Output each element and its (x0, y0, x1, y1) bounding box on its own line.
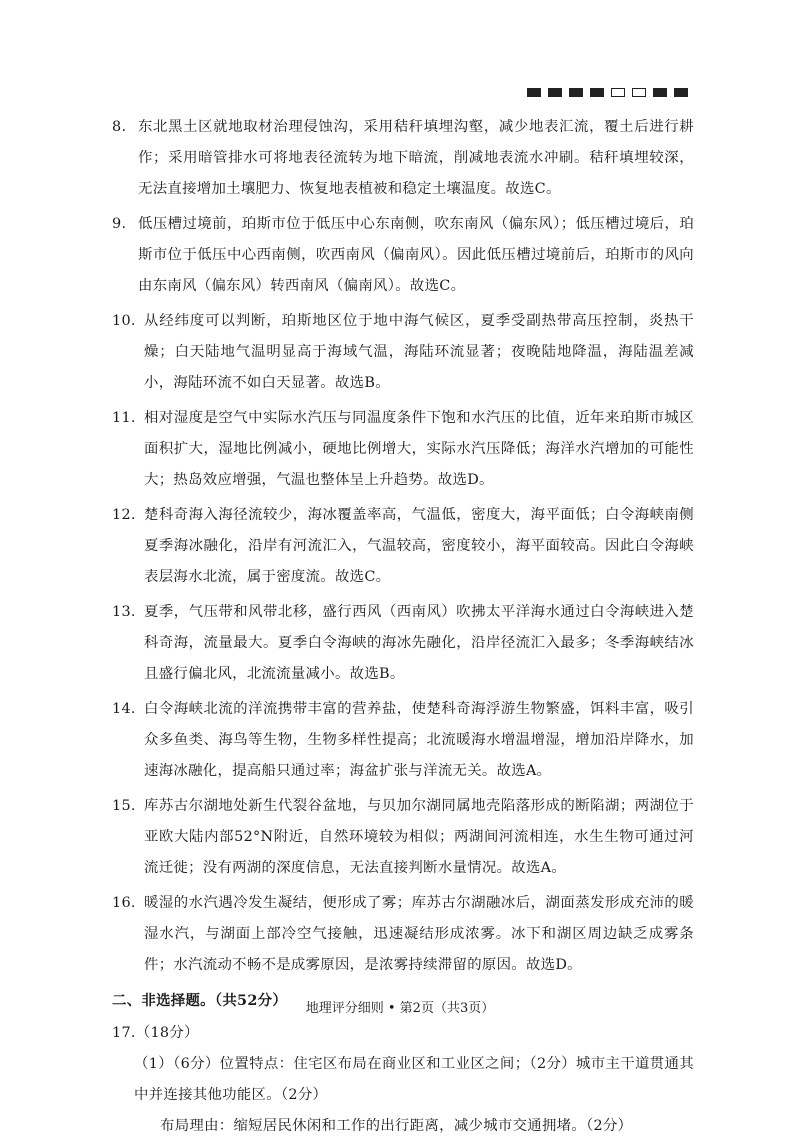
item-number: 16. (112, 895, 136, 911)
section-title: 二、非选择题。（共52分） (112, 992, 288, 1009)
question-17 (112, 1018, 694, 1142)
answer-item-8 (112, 112, 694, 205)
answer-item-14 (112, 694, 694, 787)
item-number: 9. (112, 216, 127, 232)
item-number: 12. (112, 507, 136, 523)
item-number: 14. (112, 701, 136, 717)
item-number: 15. (112, 798, 136, 814)
item-number: 11. (112, 410, 136, 426)
answer-item-15 (112, 791, 694, 884)
header-mark (653, 88, 667, 97)
header-mark (632, 88, 646, 97)
item-text: 楚科奇海入海径流较少，海冰覆盖率高，气温低，密度大，海平面低；白令海峡南侧夏季海冰融化，沿岸有河流汇入，气温较高，密度较小，海平面较高。因此白令海峡表层海水北流，属于密度流。故选C。 (144, 507, 694, 585)
answer-content (112, 112, 694, 1142)
answer-item-9 (112, 209, 694, 302)
answer-item-12 (112, 500, 694, 593)
header-mark (611, 88, 625, 97)
header-mark (590, 88, 604, 97)
item-text: 相对湿度是空气中实际水汽压与同温度条件下饱和水汽压的比值，近年来珀斯市城区面积扩大，湿地比例减小，硬地比例增大，实际水汽压降低；海洋水汽增加的可能性大；热岛效应增强，气温也整体呈上升趋势。故选D。 (144, 410, 694, 488)
header-marks (527, 88, 688, 97)
item-text: 从经纬度可以判断，珀斯地区位于地中海气候区，夏季受副热带高压控制，炎热干燥；白天陆地气温明显高于海域气温，海陆环流显著；夜晚陆地降温，海陆温差减小，海陆环流不如白天显著。故选B。 (144, 313, 694, 391)
header-mark (527, 88, 541, 97)
answer-item-16 (112, 888, 694, 981)
question-17-reason: 布局理由：缩短居民休闲和工作的出行距离，减少城市交通拥堵。（2分） (160, 1118, 633, 1134)
page-footer: 地理评分细则 • 第2页（共3页） (305, 1001, 495, 1016)
header-mark (548, 88, 562, 97)
item-text: 暖湿的水汽遇冷发生凝结，便形成了雾；库苏古尔湖融冰后，湖面蒸发形成充沛的暖湿水汽，与湖面上部冷空气接触，迅速凝结形成浓雾。冰下和湖区周边缺乏成雾条件；水汽流动不畅不是成雾原因，是浓雾持续滞留的原因。故选D。 (144, 895, 694, 973)
item-number: 13. (112, 604, 136, 620)
item-text: 东北黑土区就地取材治理侵蚀沟，采用秸秆填埋沟壑，减少地表汇流，覆土后进行耕作；采用暗管排水可将地表径流转为地下暗流，削减地表流水冲刷。秸秆填埋较深，无法直接增加土壤肥力、恢复地表植被和稳定土壤温度。故选C。 (138, 119, 694, 197)
question-17-header: 17.（18分） (112, 1025, 199, 1041)
item-text: 库苏古尔湖地处新生代裂谷盆地，与贝加尔湖同属地壳陷落形成的断陷湖；两湖位于亚欧大陆内部52°N附近，自然环境较为相似；两湖间河流相连，水生生物可通过河流迁徙；没有两湖的深度信息，无法直接判断水量情况。故选A。 (144, 798, 694, 876)
answer-item-11 (112, 403, 694, 496)
item-text: 低压槽过境前，珀斯市位于低压中心东南侧，吹东南风（偏东风）；低压槽过境后，珀斯市位于低压中心西南侧，吹西南风（偏南风）。因此低压槽过境前后，珀斯市的风向由东南风（偏东风）转西南风（偏南风）。故选C。 (138, 216, 694, 294)
answer-item-10 (112, 306, 694, 399)
header-mark (569, 88, 583, 97)
item-text: 夏季，气压带和风带北移，盛行西风（西南风）吹拂太平洋海水通过白令海峡进入楚科奇海，流量最大。夏季白令海峡的海冰先融化，沿岸径流汇入最多；冬季海峡结冰且盛行偏北风，北流流量减小。故选B。 (144, 604, 694, 682)
answer-item-13 (112, 597, 694, 690)
item-text: 白令海峡北流的洋流携带丰富的营养盐，使楚科奇海浮游生物繁盛，饵料丰富，吸引众多鱼类、海鸟等生物，生物多样性提高；北流暖海水增温增湿，增加沿岸降水，加速海冰融化，提高船只通过率；海盆扩张与洋流无关。故选A。 (144, 701, 694, 779)
header-mark (674, 88, 688, 97)
question-17-part-1: （1）（6分）位置特点：住宅区布局在商业区和工业区之间；（2分）城市主干道贯通其中并连接其他功能区。（2分） (134, 1056, 694, 1103)
item-number: 8. (112, 119, 127, 135)
item-number: 10. (112, 313, 136, 329)
